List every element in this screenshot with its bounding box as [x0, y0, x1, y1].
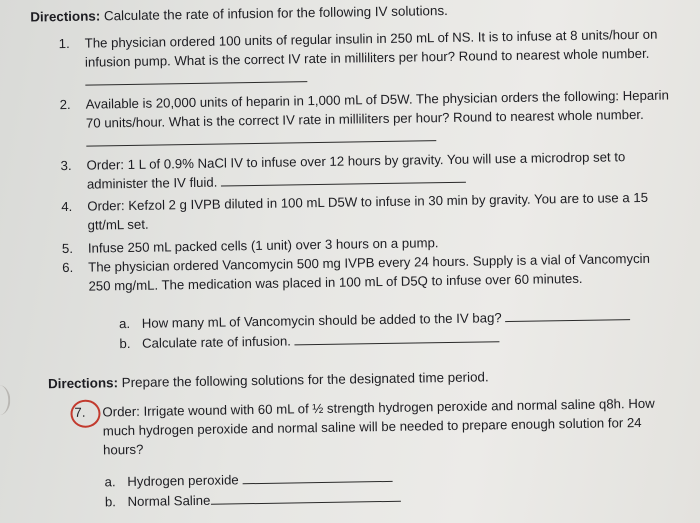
- question-text: The physician ordered Vancomycin 500 mg IVPB every 24 hours. Supply is a vial of Vancomycin 250 mg/mL. The medication was placed in 100 mL of D5Q to infuse over 60 minutes.: [88, 250, 650, 294]
- answer-blank-3[interactable]: [221, 170, 466, 187]
- section1-heading-label: Directions:: [30, 8, 101, 25]
- question-6b: [119, 329, 499, 351]
- answer-blank-6b[interactable]: [294, 329, 499, 345]
- section2-heading: [48, 369, 489, 391]
- question-number: 3.: [60, 157, 72, 174]
- sub-text: Hydrogen peroxide: [127, 472, 239, 490]
- question-number: 2.: [59, 96, 71, 113]
- question-number: 7.: [74, 404, 86, 420]
- answer-blank-2[interactable]: [86, 128, 436, 146]
- question-6a: [119, 307, 630, 331]
- question-number: 6.: [62, 259, 74, 276]
- sub-letter: a.: [118, 315, 131, 332]
- question-text: Infuse 250 mL packed cells (1 unit) over 3 hours on a pump.: [87, 235, 439, 256]
- answer-blank-7a[interactable]: [242, 469, 392, 484]
- question-number: 4.: [61, 198, 73, 215]
- answer-blank-7b[interactable]: [211, 489, 401, 505]
- question-text: Order: Kefzol 2 g IVPB diluted in 100 mL D5W to infuse in 30 min by gravity. You are to use a 15 gtt/mL set.: [87, 189, 649, 233]
- question-2: [60, 85, 671, 152]
- question-text: Order: Irrigate wound with 60 mL of ½ strength hydrogen peroxide and normal saline q8h. How much hydrogen peroxide and normal saline will be needed to prepare enough solution for 24 hours?: [102, 395, 655, 458]
- sub-text: Normal Saline: [127, 492, 211, 510]
- sub-letter: a.: [104, 474, 116, 490]
- question-text: Available is 20,000 units of heparin in 1,000 mL of D5W. The physician orders the following: Heparin 70 units/hour. What is the correct IV rate in milliliters per hour? Round to nearest whole number.: [85, 87, 669, 131]
- question-7: [74, 393, 679, 459]
- section2-heading-label: Directions:: [47, 375, 119, 392]
- sub-text: Calculate rate of infusion.: [141, 333, 291, 351]
- question-number: 1.: [58, 35, 70, 52]
- sub-text: How many mL of Vancomycin should be added to the IV bag?: [141, 310, 502, 331]
- question-text: Order: 1 L of 0.9% NaCl IV to infuse over 12 hours by gravity. You will use a microdrop set to administer the IV fluid.: [86, 149, 626, 192]
- question-text: The physician ordered 100 units of regular insulin in 250 mL of NS. It is to infuse at 8 units/hour on infusion pump. What is the correct IV rate in milliliters per hour? Round to nearest whole number.: [84, 26, 658, 70]
- question-7a: [104, 469, 392, 490]
- question-1: [59, 24, 680, 91]
- answer-blank-1[interactable]: [85, 69, 307, 85]
- section1-heading: [30, 3, 448, 25]
- section2-heading-text: Prepare the following solutions for the designated time period.: [121, 369, 489, 391]
- sub-letter: b.: [104, 494, 117, 510]
- margin-mark: [0, 385, 11, 415]
- question-4: [61, 187, 682, 235]
- question-number: 5.: [61, 240, 74, 257]
- sub-letter: b.: [119, 335, 131, 352]
- section1-heading-text: Calculate the rate of infusion for the following IV solutions.: [103, 2, 448, 24]
- question-7b: [105, 489, 401, 510]
- answer-blank-6a[interactable]: [505, 307, 630, 322]
- question-3: [60, 146, 671, 194]
